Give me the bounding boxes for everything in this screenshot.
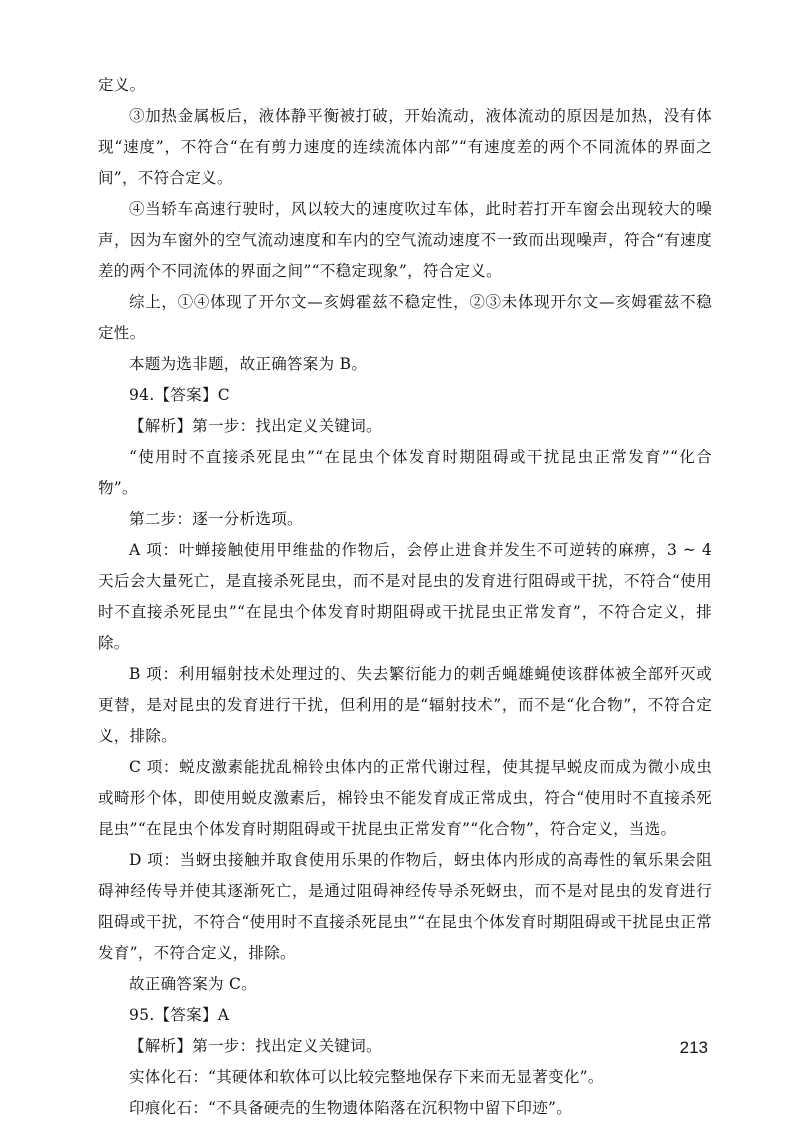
option-d-analysis: D 项：当蚜虫接触并取食使用乐果的作物后，蚜虫体内形成的高毒性的氧乐果会阻碍神经传导并使其逐渐死亡，是通过阻碍神经传导杀死蚜虫，而不是对昆虫的发育进行阻碍或干扰，不符合“使用时不直接杀死昆虫”“在昆虫个体发育时期阻碍或干扰昆虫正常发育”，不符合定义，排除。 bbox=[98, 851, 712, 962]
paragraph: 定义。 bbox=[98, 76, 146, 94]
paragraph: 实体化石：“其硬体和软体可以比较完整地保存下来而无显著变化”。 bbox=[129, 1068, 604, 1086]
analysis-heading: 【解析】第一步：找出定义关键词。 bbox=[129, 1037, 382, 1055]
option-b-analysis: B 项：利用辐射技术处理过的、失去繁衍能力的刺舌蝇雄蝇使该群体被全部歼灭或更替，是对昆虫的发育进行干扰，但利用的是“辐射技术”，而不是“化合物”，不符合定义，排除。 bbox=[98, 665, 712, 745]
page-body bbox=[98, 70, 712, 1124]
page-number: 213 bbox=[679, 1038, 708, 1057]
answer-heading-95: 95.【答案】A bbox=[129, 1006, 230, 1024]
option-a-analysis: A 项：叶蝉接触使用甲维盐的作物后，会停止进食并发生不可逆转的麻痹，3 ~ 4 天后会大量死亡，是直接杀死昆虫，而不是对昆虫的发育进行阻碍或干扰，不符合“使用时不直接杀死昆虫”“在昆虫个体发育时期阻碍或干扰昆虫正常发育”，不符合定义，排除。 bbox=[98, 541, 712, 652]
paragraph: 故正确答案为 C。 bbox=[129, 975, 257, 993]
paragraph: 本题为选非题，故正确答案为 B。 bbox=[129, 355, 368, 373]
answer-heading-94: 94.【答案】C bbox=[129, 386, 230, 404]
paragraph: ③加热金属板后，液体静平衡被打破，开始流动，液体流动的原因是加热，没有体现“速度”，不符合“在有剪力速度的连续流体内部”“有速度差的两个不同流体的界面之间”，不符合定义。 bbox=[98, 107, 712, 187]
option-c-analysis: C 项：蜕皮激素能扰乱棉铃虫体内的正常代谢过程，使其提早蜕皮而成为微小成虫或畸形个体，即使用蜕皮激素后，棉铃虫不能发育成正常成虫，符合“使用时不直接杀死昆虫”“在昆虫个体发育时期阻碍或干扰昆虫正常发育”“化合物”，符合定义，当选。 bbox=[98, 758, 712, 838]
paragraph: 综上，①④体现了开尔文—亥姆霍兹不稳定性，②③未体现开尔文—亥姆霍兹不稳定性。 bbox=[98, 293, 712, 342]
paragraph: 第二步：逐一分析选项。 bbox=[129, 510, 303, 528]
analysis-heading: 【解析】第一步：找出定义关键词。 bbox=[129, 417, 382, 435]
paragraph: 印痕化石：“不具备硬壳的生物遗体陷落在沉积物中留下印迹”。 bbox=[129, 1099, 573, 1117]
paragraph: ④当轿车高速行驶时，风以较大的速度吹过车体，此时若打开车窗会出现较大的噪声，因为车窗外的空气流动速度和车内的空气流动速度不一致而出现噪声，符合“有速度差的两个不同流体的界面之间”“不稳定现象”，符合定义。 bbox=[98, 200, 712, 280]
paragraph: “使用时不直接杀死昆虫”“在昆虫个体发育时期阻碍或干扰昆虫正常发育”“化合物”。 bbox=[98, 448, 712, 497]
